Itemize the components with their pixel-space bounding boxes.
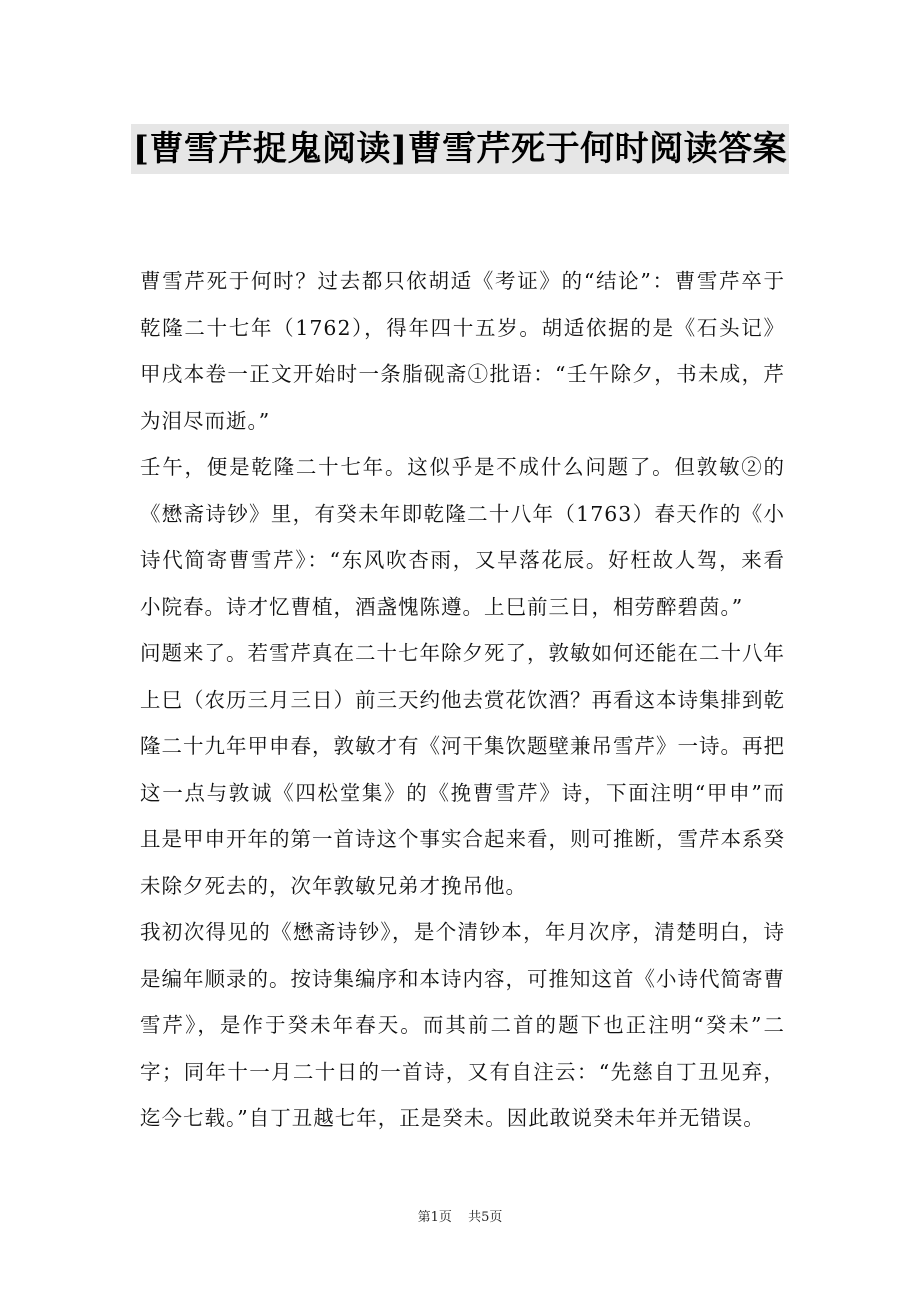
paragraph-1: 曹雪芹死于何时？过去都只依胡适《考证》的“结论”：曹雪芹卒于乾隆二十七年（1762），得年四十五岁。胡适依据的是《石头记》甲戌本卷一正文开始时一条脂砚斋①批语：“壬午除夕，书未成，芹为泪尽而逝。”: [140, 269, 785, 433]
page-number: 第1页: [417, 1210, 452, 1225]
paragraph-2: 壬午，便是乾隆二十七年。这似乎是不成什么问题了。但敦敏②的《懋斋诗钞》里，有癸未年即乾隆二十八年（1763）春天作的《小诗代简寄曹雪芹》：“东风吹杏雨，又早落花辰。好枉故人驾，来看小院春。诗才忆曹植，酒盏愧陈遵。上巳前三日，相劳醉碧茵。”: [140, 455, 785, 619]
paragraph-3: 问题来了。若雪芹真在二十七年除夕死了，敦敏如何还能在二十八年上巳（农历三月三日）前三天约他去赏花饮酒？再看这本诗集排到乾隆二十九年甲申春，敦敏才有《河干集饮题壁兼吊雪芹》一诗。再把这一点与敦诚《四松堂集》的《挽曹雪芹》诗，下面注明“甲申”而且是甲申开年的第一首诗这个事实合起来看，则可推断，雪芹本系癸未除夕死去的，次年敦敏兄弟才挽吊他。: [140, 641, 785, 898]
page-footer: [0, 1206, 920, 1225]
paragraph-4: 我初次得见的《懋斋诗钞》，是个清钞本，年月次序，清楚明白，诗是编年顺录的。按诗集编序和本诗内容，可推知这首《小诗代简寄曹雪芹》，是作于癸未年春天。而其前二首的题下也正注明“癸未”二字；同年十一月二十日的一首诗，又有自注云：“先慈自丁丑见弃，迄今七载。”自丁丑越七年，正是癸未。因此敢说癸未年并无错误。: [140, 920, 785, 1130]
article-body: [140, 258, 785, 1142]
title-container: [0, 124, 920, 174]
document-title: [曹雪芹捉鬼阅读]曹雪芹死于何时阅读答案: [131, 124, 789, 174]
total-pages: 共5页: [468, 1210, 503, 1225]
